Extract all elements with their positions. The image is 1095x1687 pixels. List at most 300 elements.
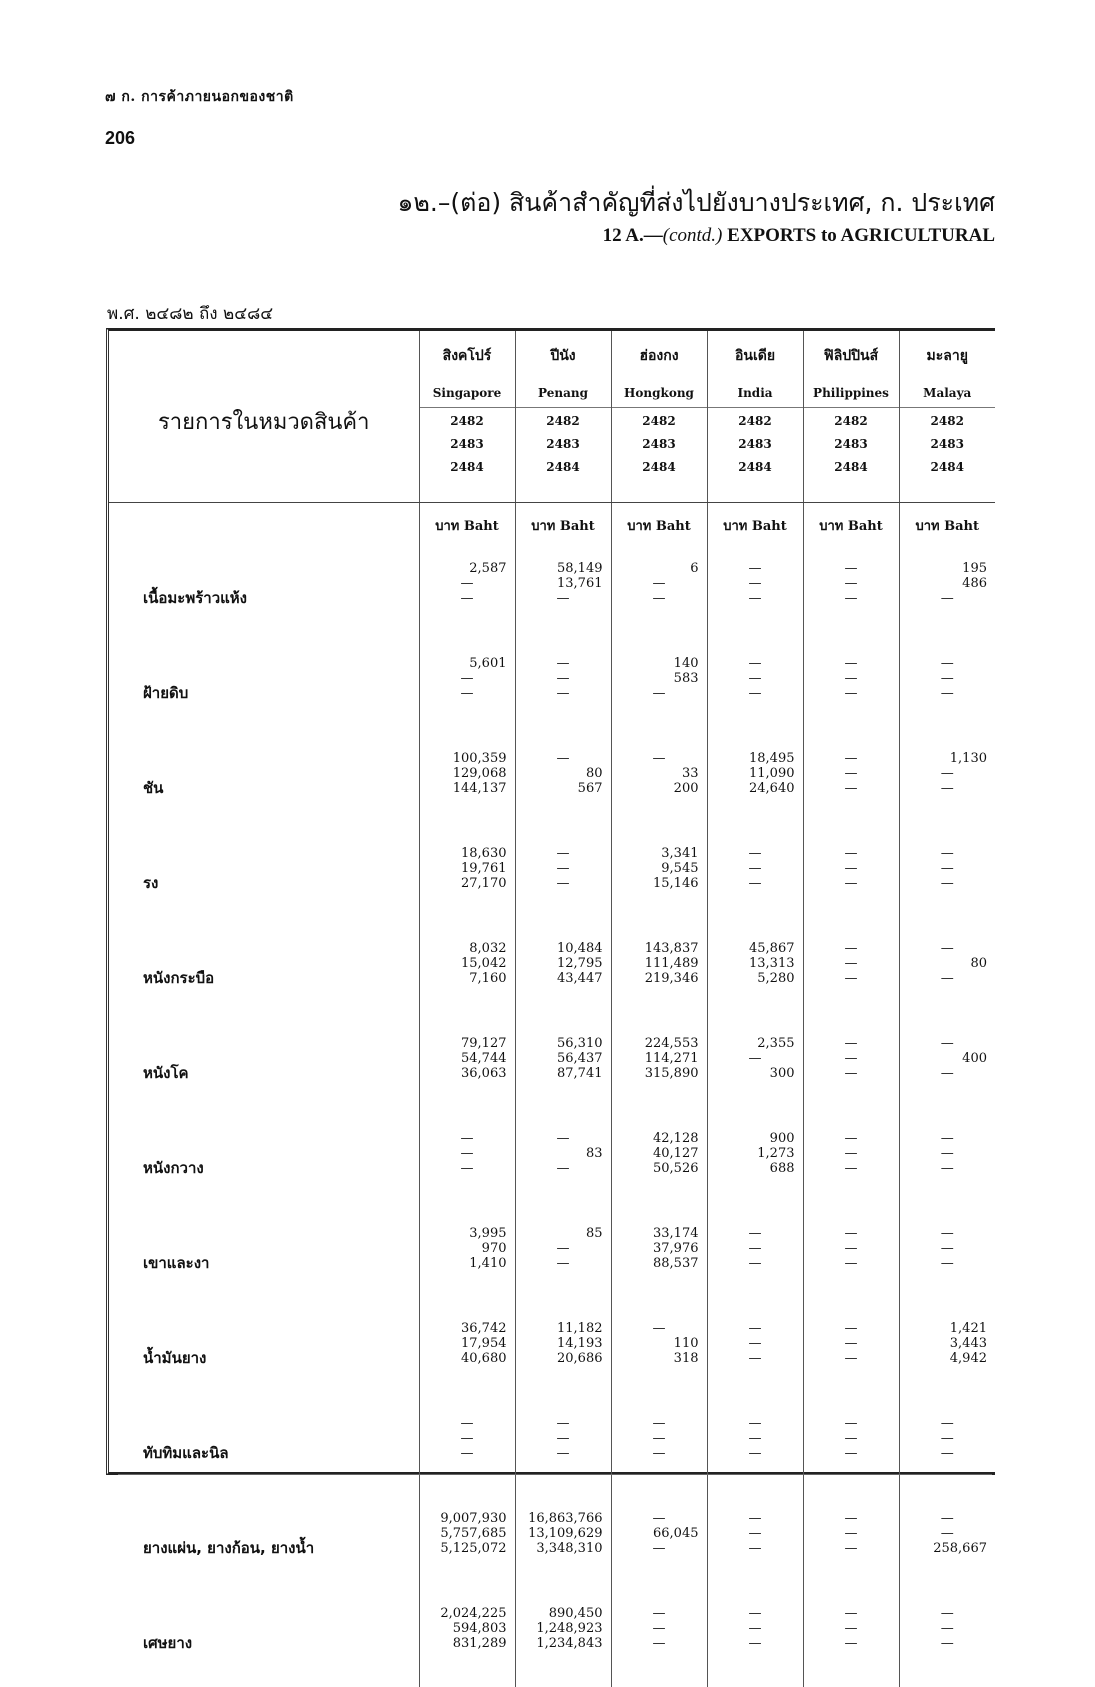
year-value: 5,280 xyxy=(757,971,795,986)
year-value: 1,410 xyxy=(469,1256,507,1271)
country-header-singapore xyxy=(419,331,515,503)
year-value: — xyxy=(940,1241,954,1256)
year-value: 79,127 xyxy=(461,1036,507,1051)
table-title-thai: ๑๒.–(ต่อ) สินค้าสำคัญที่ส่งไปยังบางประเทศ, ก. ประเทศ xyxy=(397,188,995,217)
value-cell xyxy=(803,1117,899,1212)
value-cell xyxy=(611,1022,707,1117)
year-value: — xyxy=(844,1526,858,1541)
year-value: — xyxy=(844,1321,858,1336)
year-value: 486 xyxy=(962,576,987,591)
country-name-thai: ฮ่องกง xyxy=(639,348,679,364)
year-value: — xyxy=(844,1131,858,1146)
commodity-name: หนังโค xyxy=(143,1063,189,1082)
year-value: 50,526 xyxy=(653,1161,699,1176)
table-row xyxy=(109,1117,995,1212)
year-value: — xyxy=(844,686,858,701)
year-list xyxy=(900,408,996,502)
year-value: 87,741 xyxy=(557,1066,603,1081)
year-value: — xyxy=(940,1446,954,1461)
exports-table-frame xyxy=(106,328,995,1652)
year-value: 219,346 xyxy=(644,971,699,986)
value-cell xyxy=(707,1307,803,1402)
year-label: 2483 xyxy=(930,437,964,451)
year-value: 3,995 xyxy=(469,1226,507,1241)
year-value: 13,313 xyxy=(749,956,795,971)
table-row xyxy=(109,927,995,1022)
year-value: — xyxy=(748,686,762,701)
unit-label: บาท Baht xyxy=(435,519,499,534)
year-value: 688 xyxy=(769,1161,795,1176)
year-value: — xyxy=(748,1511,762,1526)
year-value: — xyxy=(748,1636,762,1651)
value-cell xyxy=(419,832,515,927)
year-value: — xyxy=(844,1256,858,1271)
value-cell xyxy=(611,927,707,1022)
year-value: — xyxy=(556,861,570,876)
year-value: 33 xyxy=(681,766,699,781)
value-cell xyxy=(803,547,899,642)
year-value: — xyxy=(556,876,570,891)
year-value: — xyxy=(844,751,858,766)
year-value: — xyxy=(844,1351,858,1366)
year-value: — xyxy=(940,1066,954,1081)
unit-cell xyxy=(611,503,707,548)
year-value: — xyxy=(844,861,858,876)
year-value: — xyxy=(940,671,954,686)
exports-table xyxy=(109,331,995,1687)
value-cell xyxy=(707,927,803,1022)
year-value: — xyxy=(556,591,570,606)
year-value: — xyxy=(844,1511,858,1526)
value-cell xyxy=(515,1402,611,1497)
year-value: 5,125,072 xyxy=(440,1541,507,1556)
year-label: 2484 xyxy=(450,460,484,474)
year-value: — xyxy=(844,876,858,891)
year-value: — xyxy=(460,1161,474,1176)
year-value: — xyxy=(556,1431,570,1446)
year-value: 224,553 xyxy=(644,1036,699,1051)
year-value: — xyxy=(748,1431,762,1446)
unit-row xyxy=(109,503,995,548)
table-row xyxy=(109,832,995,927)
year-value: — xyxy=(460,1131,474,1146)
value-cell xyxy=(707,547,803,642)
unit-row-blank xyxy=(109,503,419,548)
value-cell xyxy=(515,642,611,737)
year-value: 143,837 xyxy=(644,941,699,956)
year-value: 83 xyxy=(585,1146,603,1161)
year-value: 17,954 xyxy=(461,1336,507,1351)
year-label: 2482 xyxy=(546,414,580,428)
unit-cell xyxy=(707,503,803,548)
value-cell xyxy=(611,547,707,642)
year-value: — xyxy=(844,1066,858,1081)
year-value: — xyxy=(844,1431,858,1446)
year-value: — xyxy=(556,846,570,861)
year-label: 2482 xyxy=(738,414,772,428)
value-cell xyxy=(707,642,803,737)
commodity-name: เขาและงา xyxy=(143,1253,210,1272)
year-value: 200 xyxy=(673,781,699,796)
year-value: — xyxy=(940,1036,954,1051)
year-value: 14,193 xyxy=(557,1336,603,1351)
year-value: 3,341 xyxy=(661,846,699,861)
year-value: — xyxy=(748,861,762,876)
year-value: — xyxy=(460,1446,474,1461)
value-cell xyxy=(515,1022,611,1117)
year-value: 5,601 xyxy=(469,656,507,671)
year-value: — xyxy=(940,686,954,701)
year-value: — xyxy=(652,686,666,701)
year-value: 11,090 xyxy=(749,766,795,781)
year-value: 43,447 xyxy=(557,971,603,986)
unit-label: บาท Baht xyxy=(723,519,787,534)
year-label: 2484 xyxy=(738,460,772,474)
year-value: 110 xyxy=(673,1336,699,1351)
year-value: — xyxy=(460,1431,474,1446)
year-value: — xyxy=(748,591,762,606)
value-cell xyxy=(515,832,611,927)
year-value: 970 xyxy=(481,1241,507,1256)
value-cell xyxy=(419,1497,515,1592)
year-value: — xyxy=(940,1131,954,1146)
year-value: 88,537 xyxy=(653,1256,699,1271)
year-value: 315,890 xyxy=(644,1066,699,1081)
year-value: — xyxy=(844,576,858,591)
value-cell xyxy=(419,1212,515,1307)
year-value: — xyxy=(844,1336,858,1351)
year-label: 2482 xyxy=(930,414,964,428)
value-cell xyxy=(515,1307,611,1402)
year-list xyxy=(804,408,899,502)
value-cell xyxy=(419,547,515,642)
country-name-thai: ปีนัง xyxy=(550,348,576,364)
year-value: — xyxy=(460,1146,474,1161)
year-value: — xyxy=(652,1541,666,1556)
year-value: 831,289 xyxy=(452,1636,507,1651)
year-value: 1,130 xyxy=(949,751,987,766)
value-cell xyxy=(707,737,803,832)
unit-cell xyxy=(803,503,899,548)
year-value: — xyxy=(940,1226,954,1241)
table-row xyxy=(109,1592,995,1687)
year-value: — xyxy=(556,656,570,671)
country-header-india xyxy=(707,331,803,503)
year-value: 40,127 xyxy=(653,1146,699,1161)
year-value: — xyxy=(460,576,474,591)
year-value: — xyxy=(940,1621,954,1636)
year-value: 890,450 xyxy=(548,1606,603,1621)
year-value: — xyxy=(556,751,570,766)
value-cell xyxy=(515,1212,611,1307)
unit-cell xyxy=(515,503,611,548)
page-number: 206 xyxy=(105,128,136,148)
value-cell xyxy=(899,547,995,642)
value-cell xyxy=(899,1212,995,1307)
year-value: 144,137 xyxy=(452,781,507,796)
year-value: — xyxy=(556,1256,570,1271)
commodity-name: เนื้อมะพร้าวแห้ง xyxy=(143,588,248,607)
year-value: — xyxy=(748,1541,762,1556)
value-cell xyxy=(707,832,803,927)
year-value: — xyxy=(556,1446,570,1461)
year-value: — xyxy=(748,1051,762,1066)
year-value: — xyxy=(844,591,858,606)
table-row xyxy=(109,547,995,642)
value-cell xyxy=(419,1117,515,1212)
value-cell xyxy=(419,1592,515,1687)
value-cell xyxy=(515,1117,611,1212)
year-value: 11,182 xyxy=(557,1321,603,1336)
year-value: 85 xyxy=(585,1226,603,1241)
year-label: 2484 xyxy=(834,460,868,474)
commodity-name: ชัน xyxy=(143,778,164,797)
year-value: 10,484 xyxy=(557,941,603,956)
year-value: 1,421 xyxy=(949,1321,987,1336)
year-value: 1,248,923 xyxy=(536,1621,603,1636)
year-value: — xyxy=(940,941,954,956)
value-cell xyxy=(419,737,515,832)
commodity-name: ทับทิมและนิล xyxy=(143,1443,229,1462)
year-list xyxy=(420,408,515,502)
year-value: — xyxy=(940,1146,954,1161)
value-cell xyxy=(803,1307,899,1402)
year-value: 36,742 xyxy=(461,1321,507,1336)
year-list xyxy=(708,408,803,502)
year-value: — xyxy=(844,1226,858,1241)
header-row xyxy=(109,331,995,503)
year-value: 300 xyxy=(769,1066,795,1081)
year-value: 20,686 xyxy=(557,1351,603,1366)
year-value: 318 xyxy=(673,1351,699,1366)
year-value: 594,803 xyxy=(452,1621,507,1636)
value-cell xyxy=(803,1592,899,1687)
year-value: — xyxy=(748,1606,762,1621)
year-value: 100,359 xyxy=(452,751,507,766)
title-en-prefix: 12 A.— xyxy=(602,225,663,246)
year-value: — xyxy=(652,1606,666,1621)
country-header-philippines xyxy=(803,331,899,503)
year-value: 45,867 xyxy=(749,941,795,956)
year-value: 66,045 xyxy=(653,1526,699,1541)
year-value: — xyxy=(652,1636,666,1651)
year-value: — xyxy=(748,876,762,891)
country-name-english: Hongkong xyxy=(612,381,707,408)
year-value: — xyxy=(940,846,954,861)
value-cell xyxy=(515,547,611,642)
year-value: 3,443 xyxy=(949,1336,987,1351)
table-title-english xyxy=(603,225,995,247)
year-value: — xyxy=(844,781,858,796)
value-cell xyxy=(419,927,515,1022)
year-value: 56,437 xyxy=(557,1051,603,1066)
year-value: 15,042 xyxy=(461,956,507,971)
value-cell xyxy=(899,1497,995,1592)
value-cell xyxy=(611,1497,707,1592)
year-value: 15,146 xyxy=(653,876,699,891)
value-cell xyxy=(707,1117,803,1212)
value-cell xyxy=(611,1212,707,1307)
year-value: — xyxy=(652,751,666,766)
year-value: — xyxy=(556,1416,570,1431)
year-value: 80 xyxy=(970,956,987,971)
year-value: — xyxy=(844,1606,858,1621)
year-value: 12,795 xyxy=(557,956,603,971)
year-value: — xyxy=(748,1526,762,1541)
value-cell xyxy=(803,927,899,1022)
year-value: — xyxy=(940,591,954,606)
country-name-english: Penang xyxy=(516,381,611,408)
year-value: — xyxy=(844,656,858,671)
year-label: 2484 xyxy=(930,460,964,474)
unit-label: บาท Baht xyxy=(531,519,595,534)
year-value: — xyxy=(940,1511,954,1526)
value-cell xyxy=(419,1307,515,1402)
year-value: — xyxy=(748,671,762,686)
year-value: 114,271 xyxy=(644,1051,699,1066)
year-value: — xyxy=(844,1621,858,1636)
value-cell xyxy=(611,1117,707,1212)
value-cell xyxy=(707,1212,803,1307)
year-value: 2,355 xyxy=(757,1036,795,1051)
commodity-name: ยางแผ่น, ยางก้อน, ยางน้ำ xyxy=(143,1538,315,1557)
year-value: — xyxy=(940,656,954,671)
unit-label: บาท Baht xyxy=(627,519,691,534)
year-value: — xyxy=(940,971,954,986)
year-value: 37,976 xyxy=(653,1241,699,1256)
value-cell xyxy=(803,1022,899,1117)
item-column-header: รายการในหมวดสินค้า xyxy=(109,331,419,503)
year-label: 2482 xyxy=(834,414,868,428)
value-cell xyxy=(611,1592,707,1687)
year-value: — xyxy=(940,876,954,891)
year-value: — xyxy=(748,1241,762,1256)
year-value: — xyxy=(844,671,858,686)
bottom-rule xyxy=(118,1474,992,1475)
value-cell xyxy=(611,832,707,927)
year-value: 9,545 xyxy=(661,861,699,876)
year-value: — xyxy=(940,1431,954,1446)
country-name-thai: สิงคโปร์ xyxy=(442,348,492,364)
year-value: — xyxy=(844,956,858,971)
year-value: 2,024,225 xyxy=(440,1606,507,1621)
year-value: 80 xyxy=(585,766,603,781)
value-cell xyxy=(611,1307,707,1402)
value-cell xyxy=(803,832,899,927)
year-value: — xyxy=(460,591,474,606)
year-value: 40,680 xyxy=(461,1351,507,1366)
value-cell xyxy=(611,642,707,737)
year-value: — xyxy=(748,656,762,671)
value-cell xyxy=(515,927,611,1022)
title-en-contd: (contd.) xyxy=(662,225,723,246)
value-cell xyxy=(899,1307,995,1402)
year-value: 8,032 xyxy=(469,941,507,956)
country-name-english: Philippines xyxy=(804,381,899,408)
year-value: — xyxy=(556,1241,570,1256)
year-value: — xyxy=(940,861,954,876)
year-value: — xyxy=(652,591,666,606)
commodity-name: หนังกระบือ xyxy=(143,968,215,987)
year-value: 1,234,843 xyxy=(536,1636,603,1651)
year-value: — xyxy=(748,1256,762,1271)
year-value: — xyxy=(460,686,474,701)
year-value: — xyxy=(940,1606,954,1621)
value-cell xyxy=(707,1402,803,1497)
year-value: — xyxy=(652,1321,666,1336)
year-value: 195 xyxy=(962,561,987,576)
value-cell xyxy=(707,1497,803,1592)
year-value: — xyxy=(844,766,858,781)
year-value: — xyxy=(652,1416,666,1431)
year-value: 13,761 xyxy=(557,576,603,591)
value-cell xyxy=(515,1497,611,1592)
year-value: 400 xyxy=(962,1051,987,1066)
year-label: 2484 xyxy=(546,460,580,474)
year-value: 6 xyxy=(690,561,699,576)
country-name-thai: มะลายู xyxy=(926,348,968,364)
table-row xyxy=(109,1402,995,1497)
year-value: — xyxy=(940,1416,954,1431)
year-value: — xyxy=(940,781,954,796)
year-value: 33,174 xyxy=(653,1226,699,1241)
table-row xyxy=(109,737,995,832)
year-value: 900 xyxy=(769,1131,795,1146)
table-row xyxy=(109,1022,995,1117)
value-cell xyxy=(515,737,611,832)
year-list xyxy=(516,408,611,502)
value-cell xyxy=(803,1212,899,1307)
table-row xyxy=(109,642,995,737)
year-value: — xyxy=(748,1621,762,1636)
value-cell xyxy=(419,1022,515,1117)
year-value: 27,170 xyxy=(461,876,507,891)
value-cell xyxy=(899,1022,995,1117)
year-value: — xyxy=(844,1446,858,1461)
year-value: 7,160 xyxy=(469,971,507,986)
year-value: — xyxy=(844,1241,858,1256)
year-label: 2483 xyxy=(834,437,868,451)
year-value: — xyxy=(556,671,570,686)
year-label: 2484 xyxy=(642,460,676,474)
year-value: — xyxy=(748,561,762,576)
year-value: 16,863,766 xyxy=(528,1511,603,1526)
year-value: — xyxy=(940,1636,954,1651)
year-value: 4,942 xyxy=(949,1351,987,1366)
year-value: — xyxy=(748,1351,762,1366)
year-value: — xyxy=(748,1321,762,1336)
country-header-malaya xyxy=(899,331,995,503)
year-value: — xyxy=(556,1161,570,1176)
year-value: — xyxy=(748,1336,762,1351)
running-head: ๗ ก. การค้าภายนอกของชาติ xyxy=(105,89,294,105)
period-label: พ.ศ. ๒๔๘๒ ถึง ๒๔๘๔ xyxy=(107,304,274,324)
year-value: — xyxy=(844,1416,858,1431)
value-cell xyxy=(803,737,899,832)
year-value: — xyxy=(940,1256,954,1271)
year-value: 56,310 xyxy=(557,1036,603,1051)
year-label: 2482 xyxy=(642,414,676,428)
year-value: 3,348,310 xyxy=(536,1541,603,1556)
year-value: 1,273 xyxy=(757,1146,795,1161)
year-value: — xyxy=(844,971,858,986)
value-cell xyxy=(803,642,899,737)
year-value: 18,495 xyxy=(749,751,795,766)
country-header-hongkong xyxy=(611,331,707,503)
year-value: — xyxy=(556,686,570,701)
country-name-english: India xyxy=(708,381,803,408)
value-cell xyxy=(803,1402,899,1497)
